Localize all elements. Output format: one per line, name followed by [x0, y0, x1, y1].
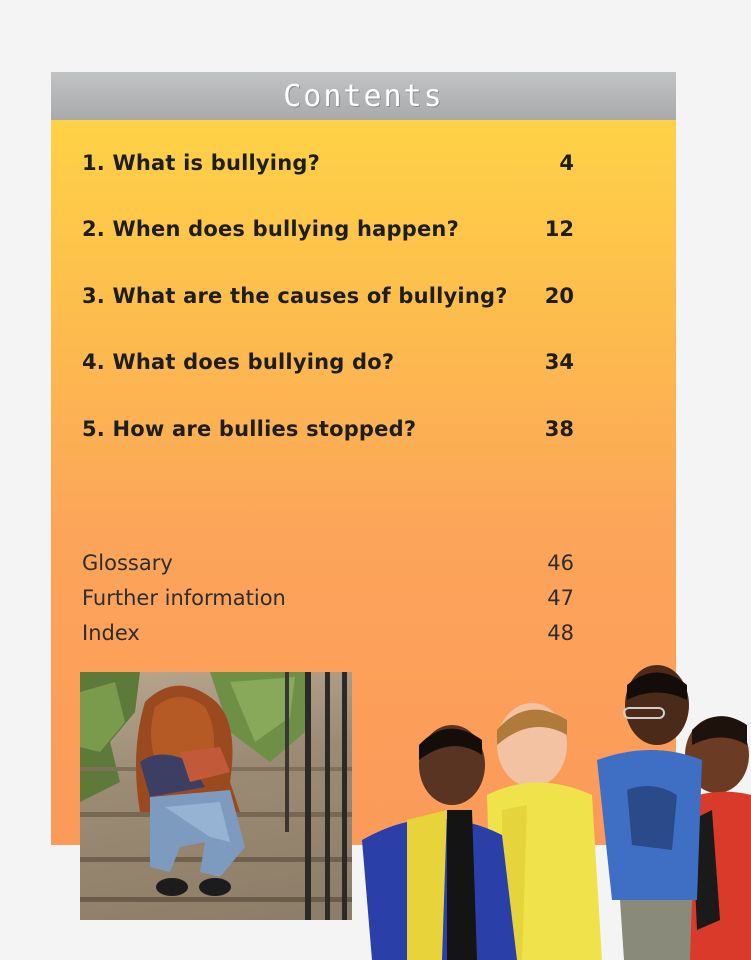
toc-entry-page: 20 — [544, 284, 574, 308]
photo-boys-group — [352, 660, 751, 960]
back-matter-page: 48 — [547, 621, 574, 645]
toc-entry[interactable] — [82, 350, 574, 374]
toc-entry-page: 38 — [544, 417, 574, 441]
toc-entry[interactable] — [82, 417, 574, 441]
toc-entry-title: 4. What does bullying do? — [82, 350, 395, 374]
toc-entry-title: 5. How are bullies stopped? — [82, 417, 417, 441]
page-title: Contents — [283, 78, 444, 114]
back-matter-entry[interactable] — [82, 551, 574, 575]
toc-entry-title: 1. What is bullying? — [82, 151, 320, 175]
back-matter-entry[interactable] — [82, 621, 574, 645]
back-matter-entry[interactable] — [82, 586, 574, 610]
toc-entry[interactable] — [82, 284, 574, 308]
photo-girl-illustration — [80, 672, 352, 920]
toc-entry[interactable] — [82, 217, 574, 241]
photo-boys-illustration — [352, 660, 751, 960]
back-matter-title: Glossary — [82, 551, 173, 575]
back-matter-page: 47 — [547, 586, 574, 610]
back-matter-page: 46 — [547, 551, 574, 575]
photo-girl-on-steps — [80, 672, 352, 920]
toc-entry-page: 4 — [559, 151, 574, 175]
contents-header-bar — [51, 72, 676, 120]
toc-entry-page: 12 — [544, 217, 574, 241]
toc-entry[interactable] — [82, 151, 574, 175]
toc-entry-page: 34 — [544, 350, 574, 374]
toc-entry-title: 3. What are the causes of bullying? — [82, 284, 508, 308]
back-matter-title: Further information — [82, 586, 286, 610]
back-matter-title: Index — [82, 621, 140, 645]
toc-entry-title: 2. When does bullying happen? — [82, 217, 459, 241]
